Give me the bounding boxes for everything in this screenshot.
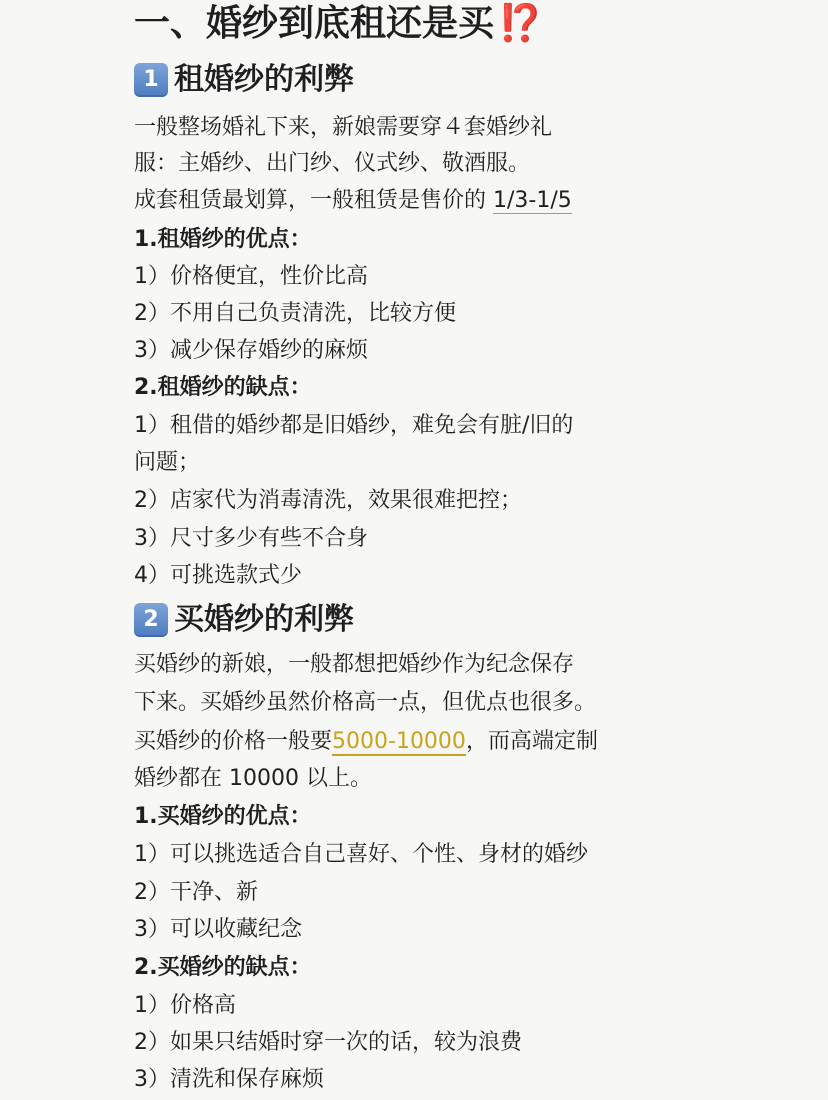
paragraph-line: 一般整场婚礼下来，新娘需要穿４套婚纱礼 <box>134 115 553 140</box>
list-item: 2）如果只结婚时穿一次的话，较为浪费 <box>134 1030 522 1055</box>
list-item: 1）可以挑选适合自己喜好、个性、身材的婚纱 <box>134 842 588 867</box>
subheading-buy-cons: 2.买婚纱的缺点： <box>134 955 312 980</box>
list-item: 4）可挑选款式少 <box>134 563 302 588</box>
price-highlight: 5000-10000 <box>332 729 466 754</box>
section-heading-rent <box>134 60 354 100</box>
subheading-buy-pros: 1.买婚纱的优点： <box>134 804 312 829</box>
subheading-rent-pros: 1.租婚纱的优点： <box>134 227 312 252</box>
section-heading-text: 租婚纱的利弊 <box>174 62 354 97</box>
list-item: 1）租借的婚纱都是旧婚纱，难免会有脏/旧的 <box>134 413 574 438</box>
text-span: 成套租赁最划算，一般租赁是售价的 <box>134 188 493 213</box>
list-item: 1）价格便宜，性价比高 <box>134 264 368 289</box>
paragraph-line <box>134 186 572 216</box>
paragraph-line: 下来。买婚纱虽然价格高一点，但优点也很多。 <box>134 690 597 715</box>
list-item: 2）不用自己负责清洗，比较方便 <box>134 301 456 326</box>
paragraph-line: 服：主婚纱、出门纱、仪式纱、敬酒服。 <box>134 151 531 176</box>
paragraph-line <box>134 727 598 757</box>
list-item: 2）店家代为消毒清洗，效果很难把控； <box>134 488 522 513</box>
text-span: ，而高端定制 <box>465 729 598 754</box>
list-item: 3）清洗和保存麻烦 <box>134 1067 324 1092</box>
keycap-two-icon: 2 <box>134 603 168 637</box>
exclamation-question-icon: ⁉️ <box>498 3 543 44</box>
paragraph-line: 买婚纱的新娘，一般都想把婚纱作为纪念保存 <box>134 652 575 677</box>
list-item: 3）可以收藏纪念 <box>134 917 302 942</box>
title-text: 一、婚纱到底租还是买 <box>134 3 495 44</box>
section-heading-buy <box>134 600 354 640</box>
text-span: 买婚纱的价格一般要 <box>134 729 333 754</box>
section-heading-text: 买婚纱的利弊 <box>174 602 354 637</box>
paragraph-line: 婚纱都在 10000 以上。 <box>134 766 372 791</box>
subheading-rent-cons: 2.租婚纱的缺点： <box>134 375 312 400</box>
list-item: 3）减少保存婚纱的麻烦 <box>134 338 368 363</box>
keycap-one-icon: 1 <box>134 63 168 97</box>
list-item: 1）价格高 <box>134 993 236 1018</box>
list-item: 3）尺寸多少有些不合身 <box>134 526 368 551</box>
page-title <box>134 2 543 46</box>
list-item: 2）干净、新 <box>134 880 258 905</box>
list-item-continued: 问题； <box>134 450 201 475</box>
rent-ratio: 1/3-1/5 <box>493 188 572 213</box>
